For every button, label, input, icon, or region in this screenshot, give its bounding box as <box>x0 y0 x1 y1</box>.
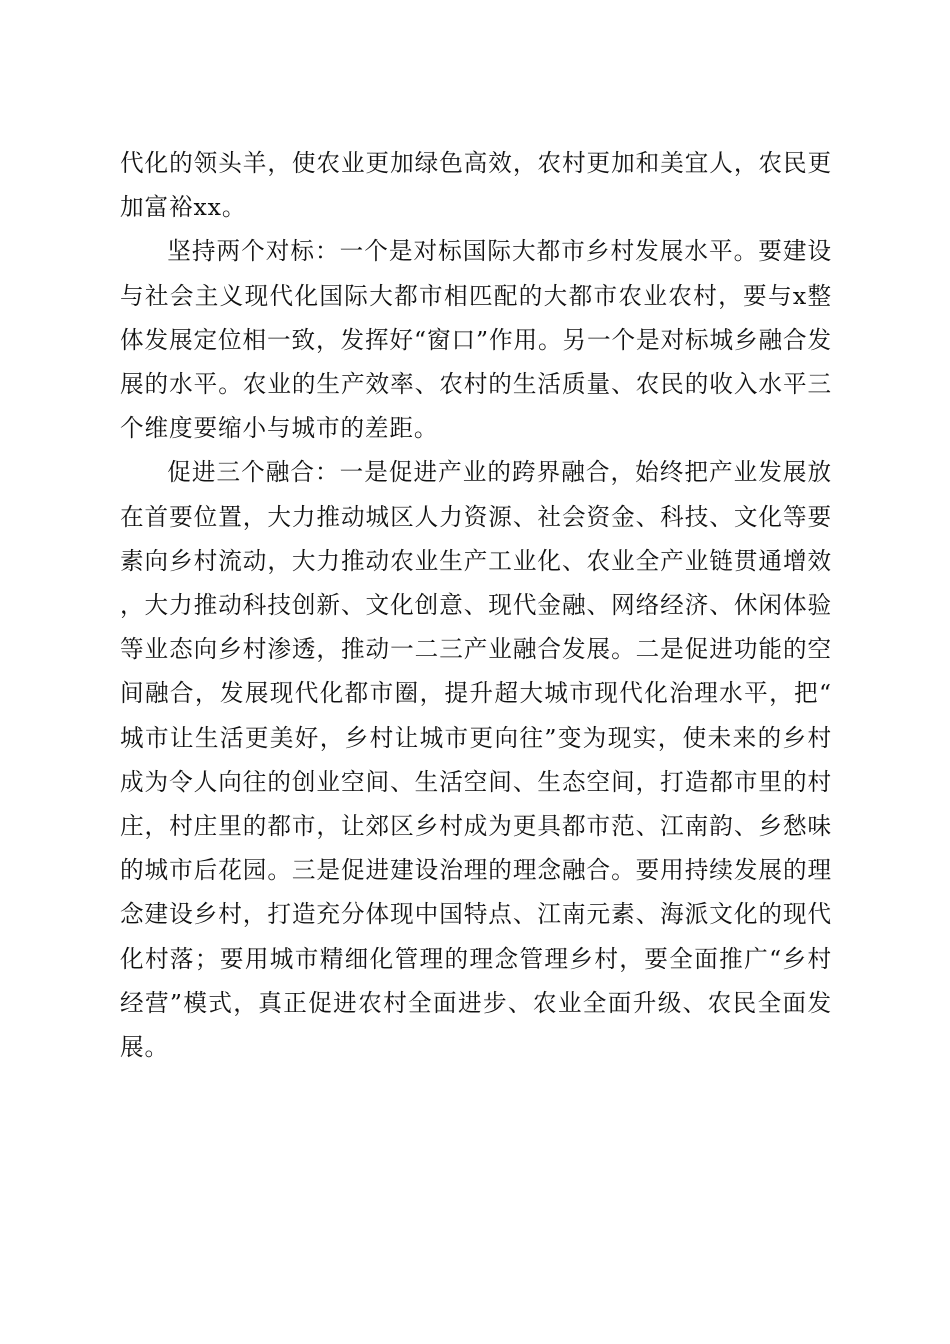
paragraph-three-integrations: 促进三个融合：一是促进产业的跨界融合，始终把产业发展放在首要位置，大力推动城区人力资源、社会资金、科技、文化等要素向乡村流动，大力推动农业生产工业化、农业全产业链贯通增效，大力推动科技创新、文化创意、现代金融、网络经济、休闲体验等业态向乡村渗透，推动一二三产业融合发展。二是促进功能的空间融合，发展现代化都市圈，提升超大城市现代化治理水平，把“城市让生活更美好，乡村让城市更向往”变为现实，使未来的乡村成为令人向往的创业空间、生活空间、生态空间，打造都市里的村庄，村庄里的都市，让郊区乡村成为更具都市范、江南韵、乡愁味的城市后花园。三是促进建设治理的理念融合。要用持续发展的理念建设乡村，打造充分体现中国特点、江南元素、海派文化的现代化村落；要用城市精细化管理的理念管理乡村，要全面推广“乡村经营”模式，真正促进农村全面进步、农业全面升级、农民全面发展。 <box>120 458 832 1062</box>
paragraph-two-benchmarks: 坚持两个对标：一个是对标国际大都市乡村发展水平。要建设与社会主义现代化国际大都市相匹配的大都市农业农村，要与x整体发展定位相一致，发挥好“窗口”作用。另一个是对标城乡融合发展的水平。农业的生产效率、农村的生活质量、农民的收入水平三个维度要缩小与城市的差距。 <box>120 237 832 443</box>
paragraph-continuation: 代化的领头羊，使农业更加绿色高效，农村更加和美宜人，农民更加富裕xx。 <box>120 149 832 222</box>
document-body <box>120 141 832 1069</box>
